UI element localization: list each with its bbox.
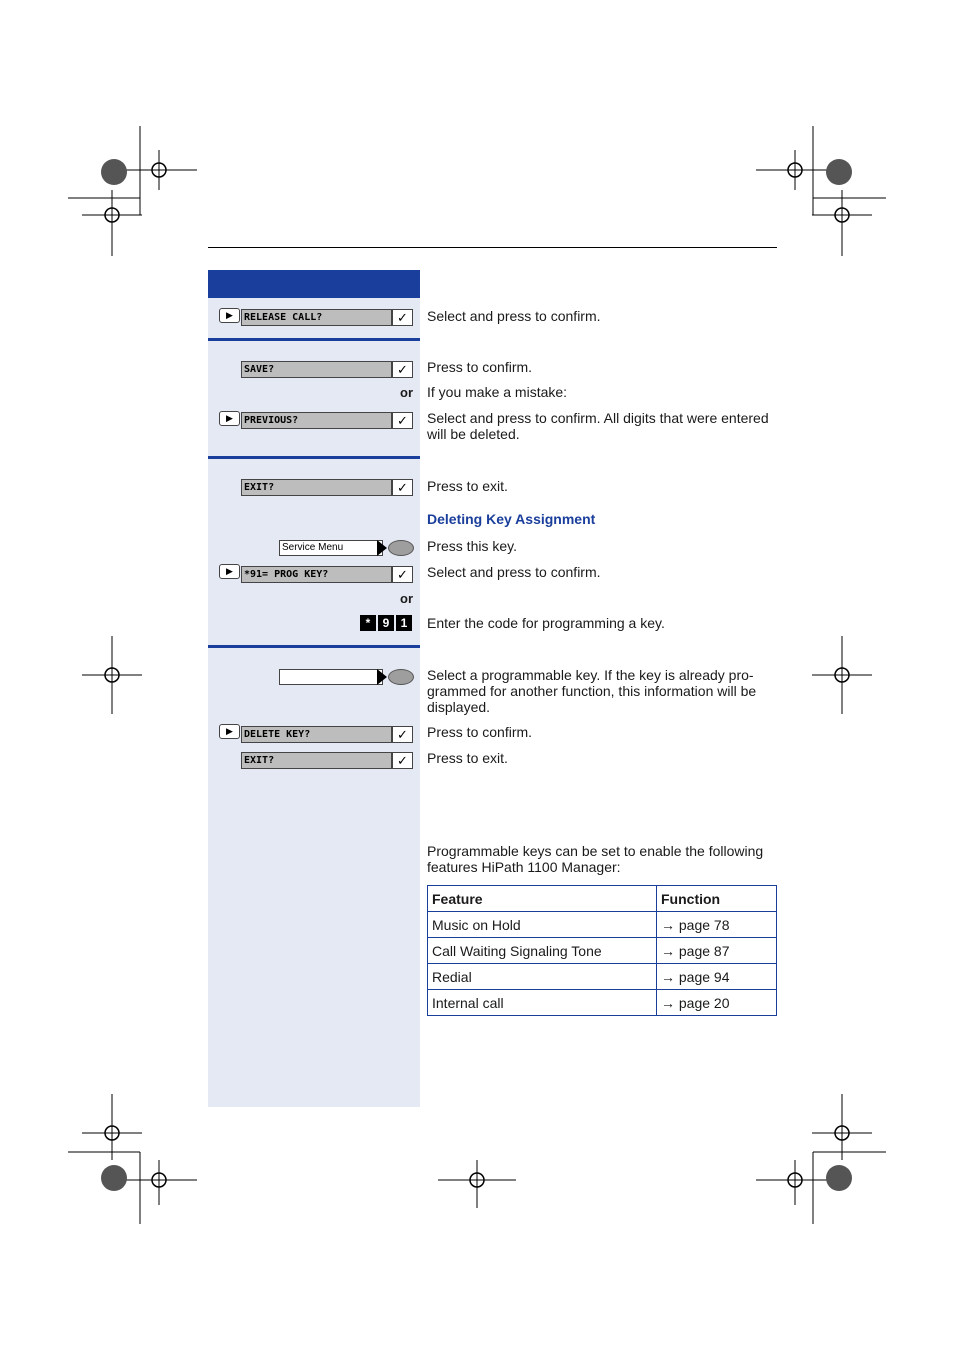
instruction-text: Press to confirm. — [427, 359, 533, 375]
or-label: or — [400, 385, 413, 400]
section-divider — [208, 456, 420, 459]
instruction-text: Press to confirm. — [427, 724, 533, 740]
service-menu-key[interactable] — [388, 540, 414, 556]
table-row — [428, 912, 777, 938]
feature-cell: Redial — [428, 964, 657, 990]
feature-cell: Call Waiting Signaling Tone — [428, 938, 657, 964]
key-pointer-icon — [377, 669, 387, 685]
instruction-text: Select a programmable key. If the key is already pro-grammed for another function, this information will be displayed. — [427, 667, 757, 715]
section-heading: Deleting Key Assignment — [427, 511, 596, 527]
function-cell[interactable]: → page 20 — [657, 990, 777, 1016]
key-pointer-icon — [377, 540, 387, 556]
key-9[interactable]: 9 — [378, 615, 394, 631]
instruction-text: Enter the code for programming a key. — [427, 615, 665, 631]
instruction-text: Press to exit. — [427, 750, 508, 766]
section-divider — [208, 645, 420, 648]
column-header: Function — [657, 886, 777, 912]
key-star[interactable]: * — [360, 615, 376, 631]
instruction-text: Press to exit. — [427, 478, 508, 494]
features-intro: Programmable keys can be set to enable the following features HiPath 1100 Manager: — [427, 843, 764, 875]
confirm-check-icon[interactable]: ✓ — [392, 566, 413, 583]
column-header: Feature — [428, 886, 657, 912]
scroll-arrow-icon[interactable]: ▶ — [219, 564, 240, 579]
feature-cell: Music on Hold — [428, 912, 657, 938]
scroll-arrow-icon[interactable]: ▶ — [219, 411, 240, 426]
instruction-text: Select and press to confirm. All digits that were entered will be deleted. — [427, 410, 769, 442]
confirm-check-icon[interactable]: ✓ — [392, 412, 413, 429]
or-label: or — [400, 591, 413, 606]
scroll-arrow-icon[interactable]: ▶ — [219, 724, 240, 739]
table-row — [428, 990, 777, 1016]
confirm-check-icon[interactable]: ✓ — [392, 309, 413, 326]
display-delete-key: DELETE KEY? — [241, 726, 392, 743]
function-cell[interactable]: → page 94 — [657, 964, 777, 990]
service-menu-key-label: Service Menu — [279, 540, 383, 556]
key-1[interactable]: 1 — [396, 615, 412, 631]
table-row — [428, 938, 777, 964]
programmable-key-label — [279, 669, 383, 685]
column-header-bar — [208, 270, 420, 298]
display-exit: EXIT? — [241, 479, 392, 496]
display-prog-key: *91= PROG KEY? — [241, 566, 392, 583]
header-rule — [208, 247, 777, 248]
instruction-text: Select and press to confirm. — [427, 564, 601, 580]
instruction-text: Select and press to confirm. — [427, 308, 601, 324]
confirm-check-icon[interactable]: ✓ — [392, 752, 413, 769]
feature-cell: Internal call — [428, 990, 657, 1016]
confirm-check-icon[interactable]: ✓ — [392, 726, 413, 743]
mistake-text: If you make a mistake: — [427, 384, 568, 400]
display-release-call: RELEASE CALL? — [241, 309, 392, 326]
display-exit: EXIT? — [241, 752, 392, 769]
confirm-check-icon[interactable]: ✓ — [392, 361, 413, 378]
instruction-text: Press this key. — [427, 538, 517, 554]
feature-table — [427, 885, 777, 1016]
display-previous: PREVIOUS? — [241, 412, 392, 429]
confirm-check-icon[interactable]: ✓ — [392, 479, 413, 496]
function-cell[interactable]: → page 78 — [657, 912, 777, 938]
display-save: SAVE? — [241, 361, 392, 378]
function-cell[interactable]: → page 87 — [657, 938, 777, 964]
scroll-arrow-icon[interactable]: ▶ — [219, 308, 240, 323]
table-header-row — [428, 886, 777, 912]
programmable-key[interactable] — [388, 669, 414, 685]
section-divider — [208, 338, 420, 341]
table-row — [428, 964, 777, 990]
